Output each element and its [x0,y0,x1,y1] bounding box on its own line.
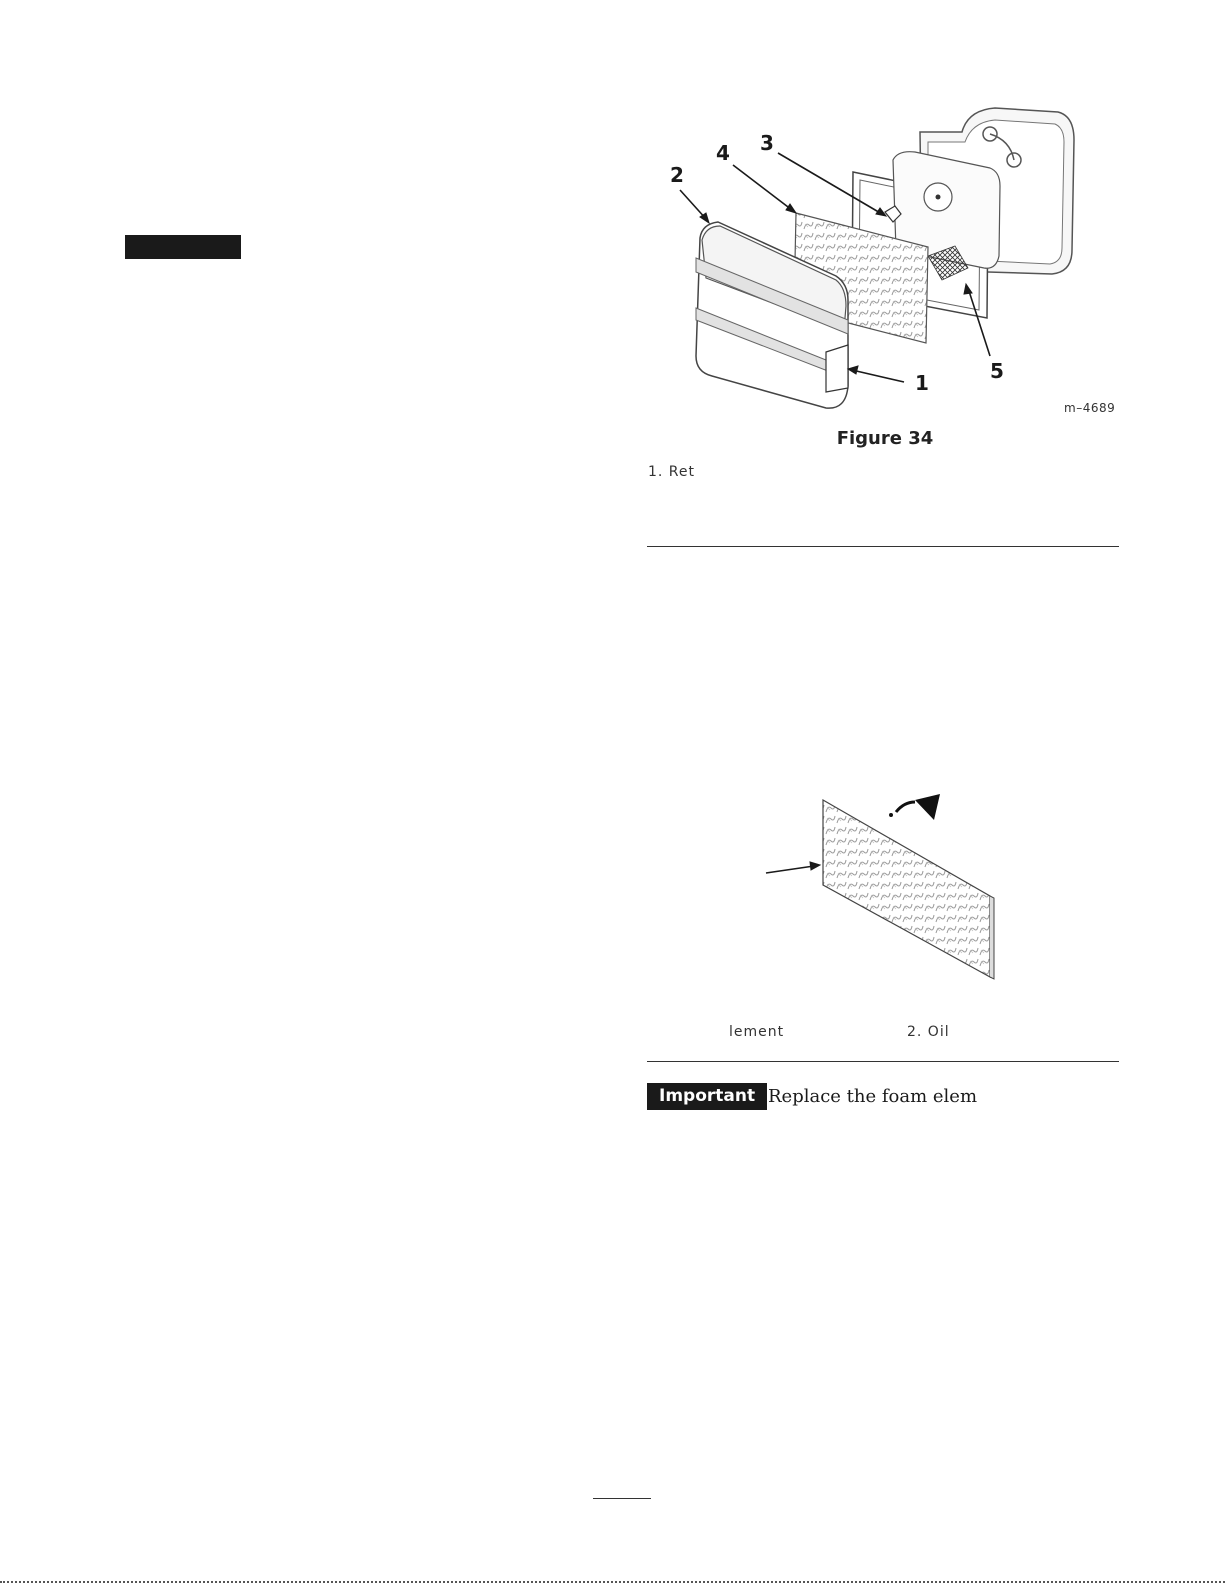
foam-element-oiling [823,800,994,979]
figure-34-legend-item-1: 1. Ret [648,464,696,480]
figure-35-bottom-rule [647,1061,1119,1062]
important-label: Important [647,1083,767,1110]
figure-34-bottom-rule [647,546,1119,547]
callout-2: 2 [670,163,684,187]
callout-3: 3 [760,131,774,155]
callout-4: 4 [716,141,730,165]
page-bottom-edge [0,1581,1225,1583]
oil-can-icon [889,794,940,820]
callout-1: 1 [915,371,929,395]
figure-34-caption: Figure 34 [836,428,934,449]
figure-reference-code: m–4689 [1064,401,1116,415]
figure-35-legend-item-2: 2. Oil [907,1024,950,1040]
important-text: Replace the foam elem [768,1086,978,1107]
page-footer-rule [593,1498,651,1499]
figure-35-legend-item-1: lement [729,1024,785,1040]
leader-line-foam [766,862,820,873]
callout-5: 5 [990,359,1004,383]
